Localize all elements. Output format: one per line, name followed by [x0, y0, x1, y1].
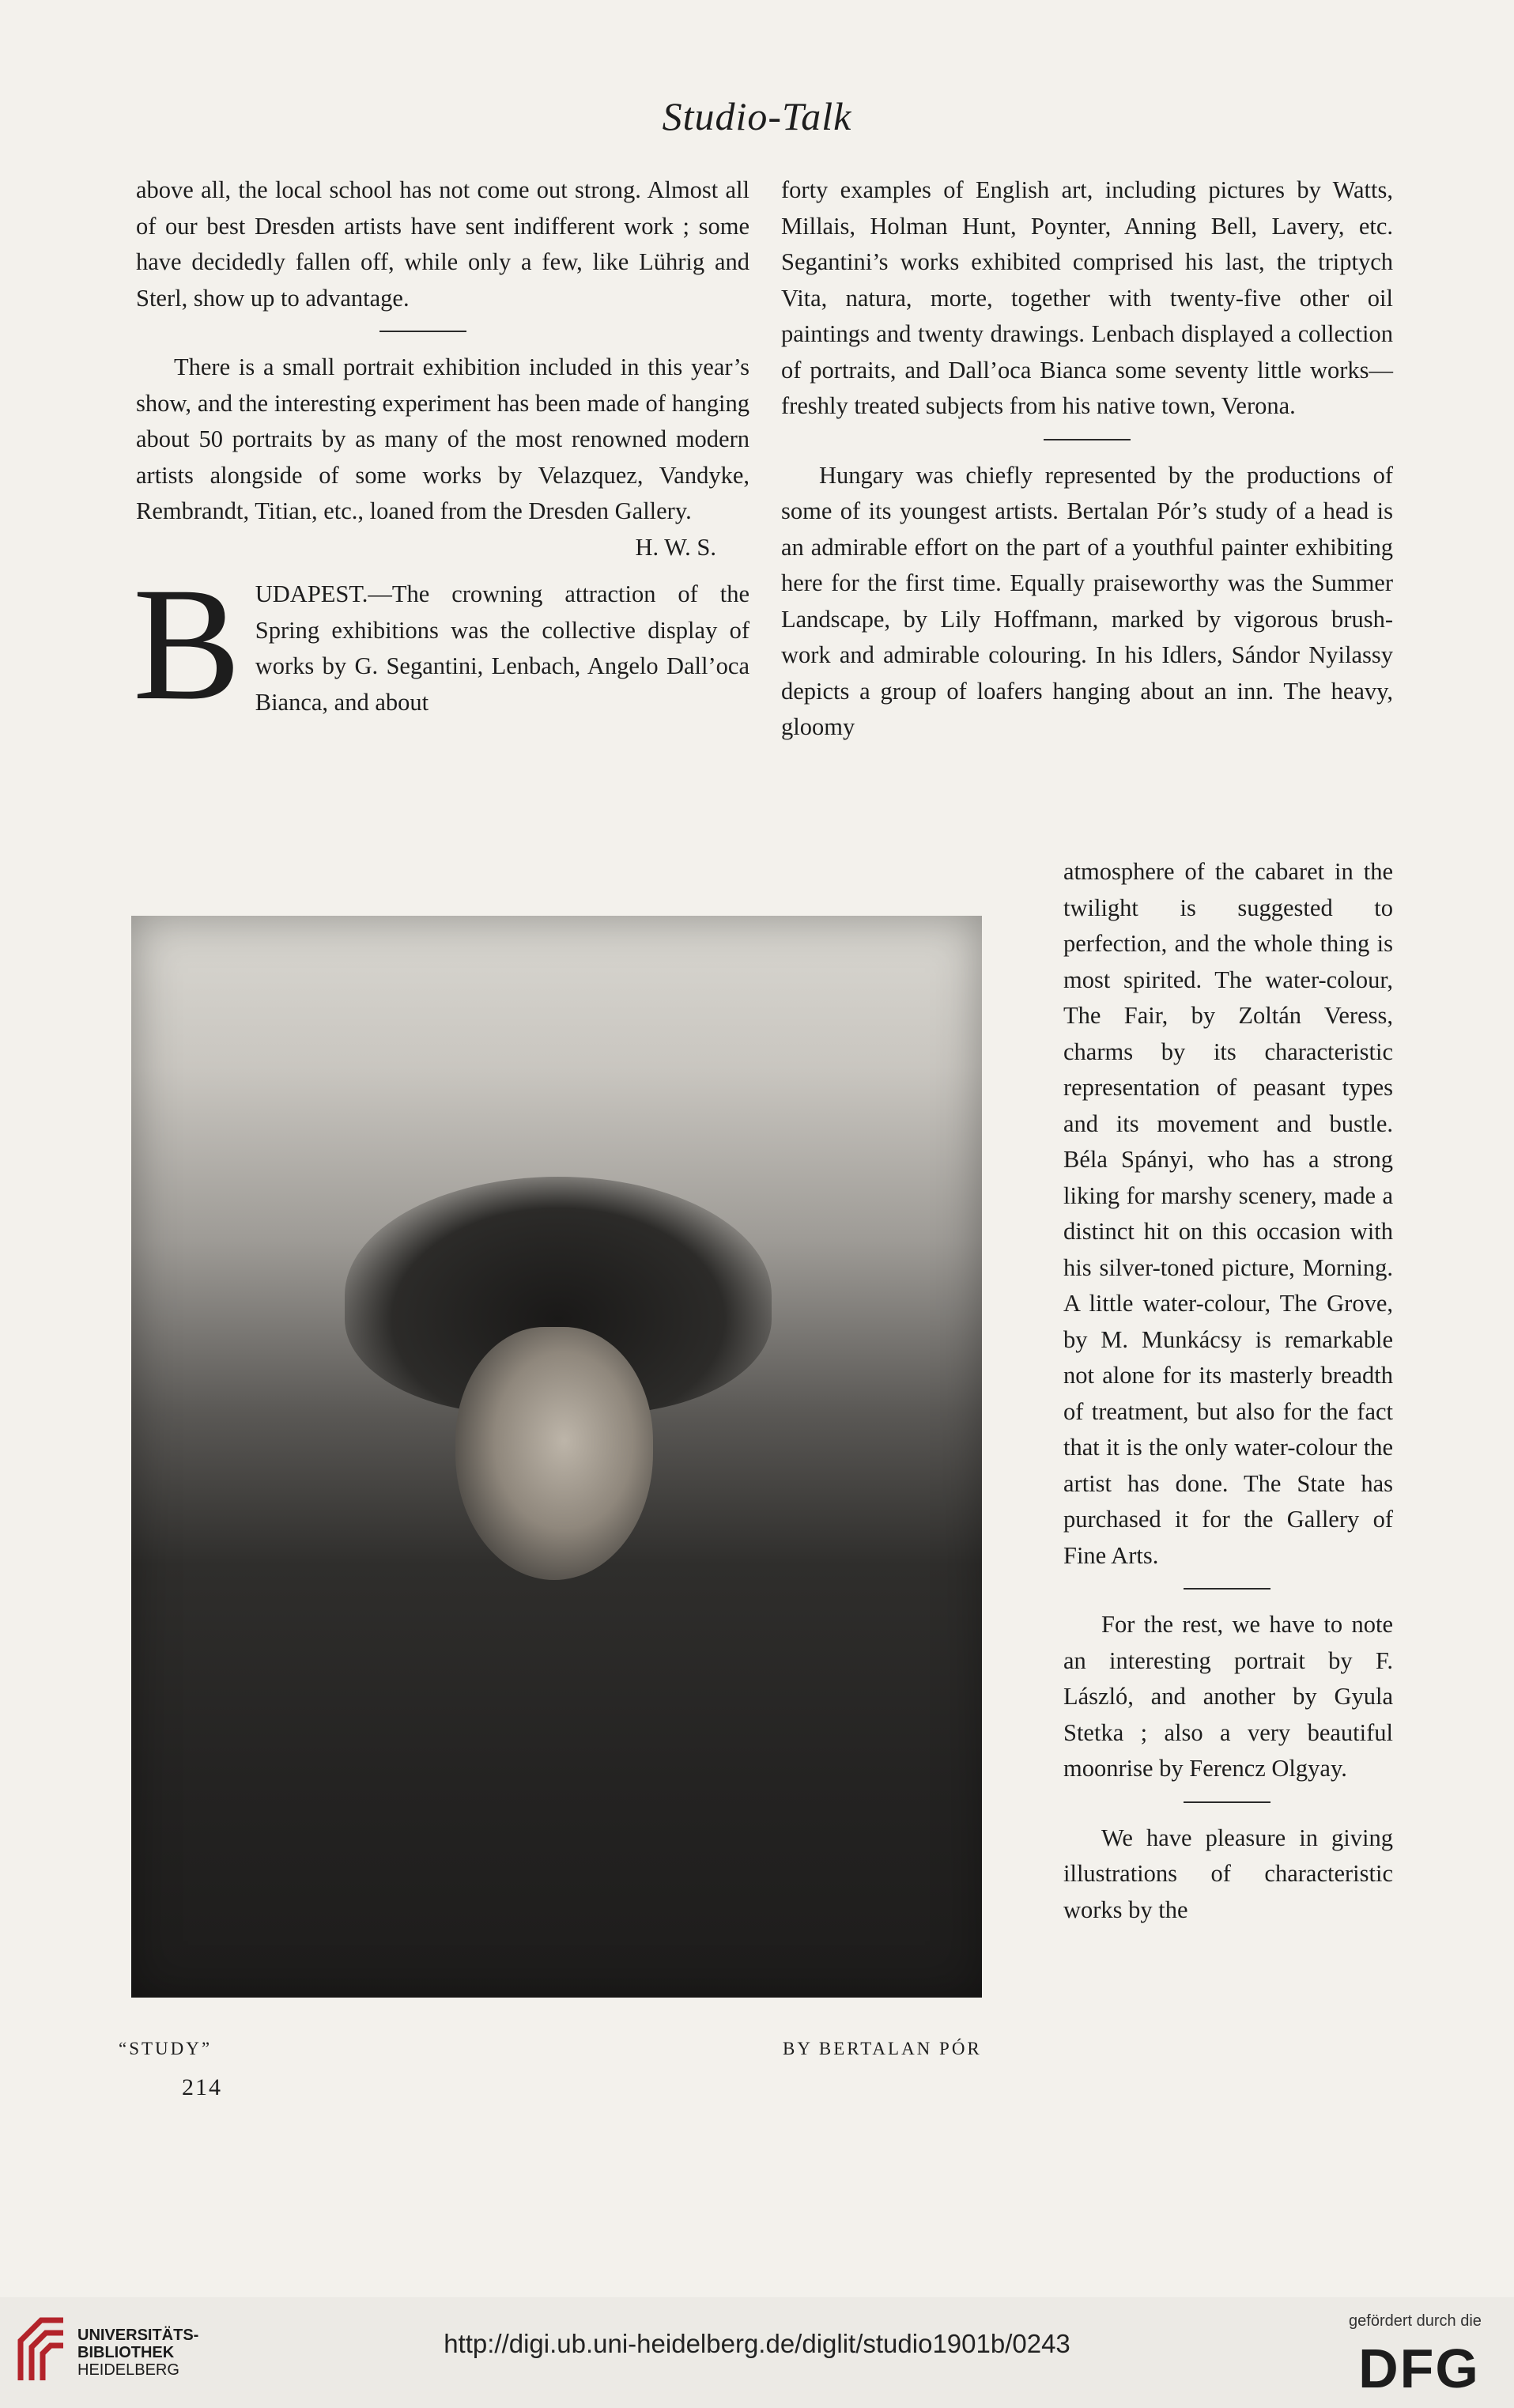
library-name-line2: BIBLIOTHEK	[77, 2344, 175, 2361]
section-divider	[1184, 1801, 1270, 1803]
paragraph: We have pleasure in giving illustrations of characteristic works by the	[1063, 1824, 1393, 1923]
figure-caption-title: “STUDY”	[119, 2039, 213, 2058]
section-divider	[1044, 439, 1131, 440]
paragraph: Hungary was chiefly represented by the productions of some of its youngest artists. Bertalan Pór’s study of a head is an admirable effort on the part of a youthful painter exhibiting here for the first time. Equally praiseworthy was the Summer Landscape, by Lily Hoffmann, marked by vigorous brush-work and admirable colouring. In his Idlers, Sándor Nyilassy depicts a group of loafers hanging about an inn. The heavy, gloomy	[781, 461, 1393, 740]
library-name-line1: UNIVERSITÄTS-	[77, 2327, 199, 2344]
right-column	[781, 172, 1393, 746]
section-divider	[379, 331, 466, 332]
budapest-section	[133, 554, 749, 734]
paragraph: above all, the local school has not come out strong. Almost all of our best Dresden artists have sent indifferent work ; some have decidedly fallen off, while only a few, like Lührig and Sterl, show up to advantage.	[136, 176, 749, 312]
dfg-logo: DFG	[1358, 2338, 1480, 2399]
section-divider	[1184, 1588, 1270, 1590]
drop-cap: B	[133, 554, 241, 734]
left-column	[133, 172, 749, 734]
page-number: 214	[182, 2074, 222, 2100]
signature: H. W. S.	[635, 533, 716, 561]
figure-caption-credit: BY BERTALAN PÓR	[783, 2039, 982, 2058]
paragraph: For the rest, we have to note an interesting portrait by F. László, and another by Gyula Stetka ; also a very beautiful moonrise by Ferencz Olgyay.	[1063, 1611, 1393, 1782]
library-name-line3: HEIDELBERG	[77, 2361, 179, 2379]
funding-label: gefördert durch die	[1349, 2312, 1482, 2330]
running-title: Studio-Talk	[662, 94, 852, 138]
source-url-link[interactable]: http://digi.ub.uni-heidelberg.de/diglit/studio1901b/0243	[444, 2329, 1070, 2358]
paragraph: UDAPEST.—The crowning attraction of the Spring exhibitions was the collective display of works by G. Segantini, Lenbach, Angelo Dall’oca Bianca, and about	[255, 580, 749, 716]
paragraph: There is a small portrait exhibition included in this year’s show, and the interesting experiment has been made of hanging about 50 portraits by as many of the most renowned modern artists alongside of some works by Velazquez, Vandyke, Rembrandt, Titian, etc., loaned from the Dresden Gallery.	[136, 353, 749, 524]
portrait-painting	[131, 916, 982, 1998]
paragraph: atmosphere of the cabaret in the twilight is suggested to perfection, and the whole thing is most spirited. The water-colour, The Fair, by Zoltán Veress, charms by its characteristic representation of peasant types and its movement and bustle. Béla Spányi, who has a strong liking for marshy scenery, made a distinct hit on this occasion with his silver-toned picture, Morning. A little water-colour, The Grove, by M. Munkácsy is remarkable not alone for its masterly breadth of treatment, but also for the fact that it is the only water-colour the artist has done. The State has purchased it for the Gallery of Fine Arts.	[1063, 858, 1393, 1569]
paragraph: forty examples of English art, including pictures by Watts, Millais, Holman Hunt, Poynter, Anning Bell, Lavery, etc. Segantini’s works exhibited comprised his last, the triptych Vita, natura, morte, together with twenty-five other oil paintings and twenty drawings. Lenbach displayed a collection of portraits, and Dall’oca Bianca some seventy little works—freshly treated subjects from his native town, Verona.	[781, 176, 1393, 419]
right-column-narrow	[1063, 854, 1393, 1928]
painting-face-shape	[455, 1327, 653, 1580]
